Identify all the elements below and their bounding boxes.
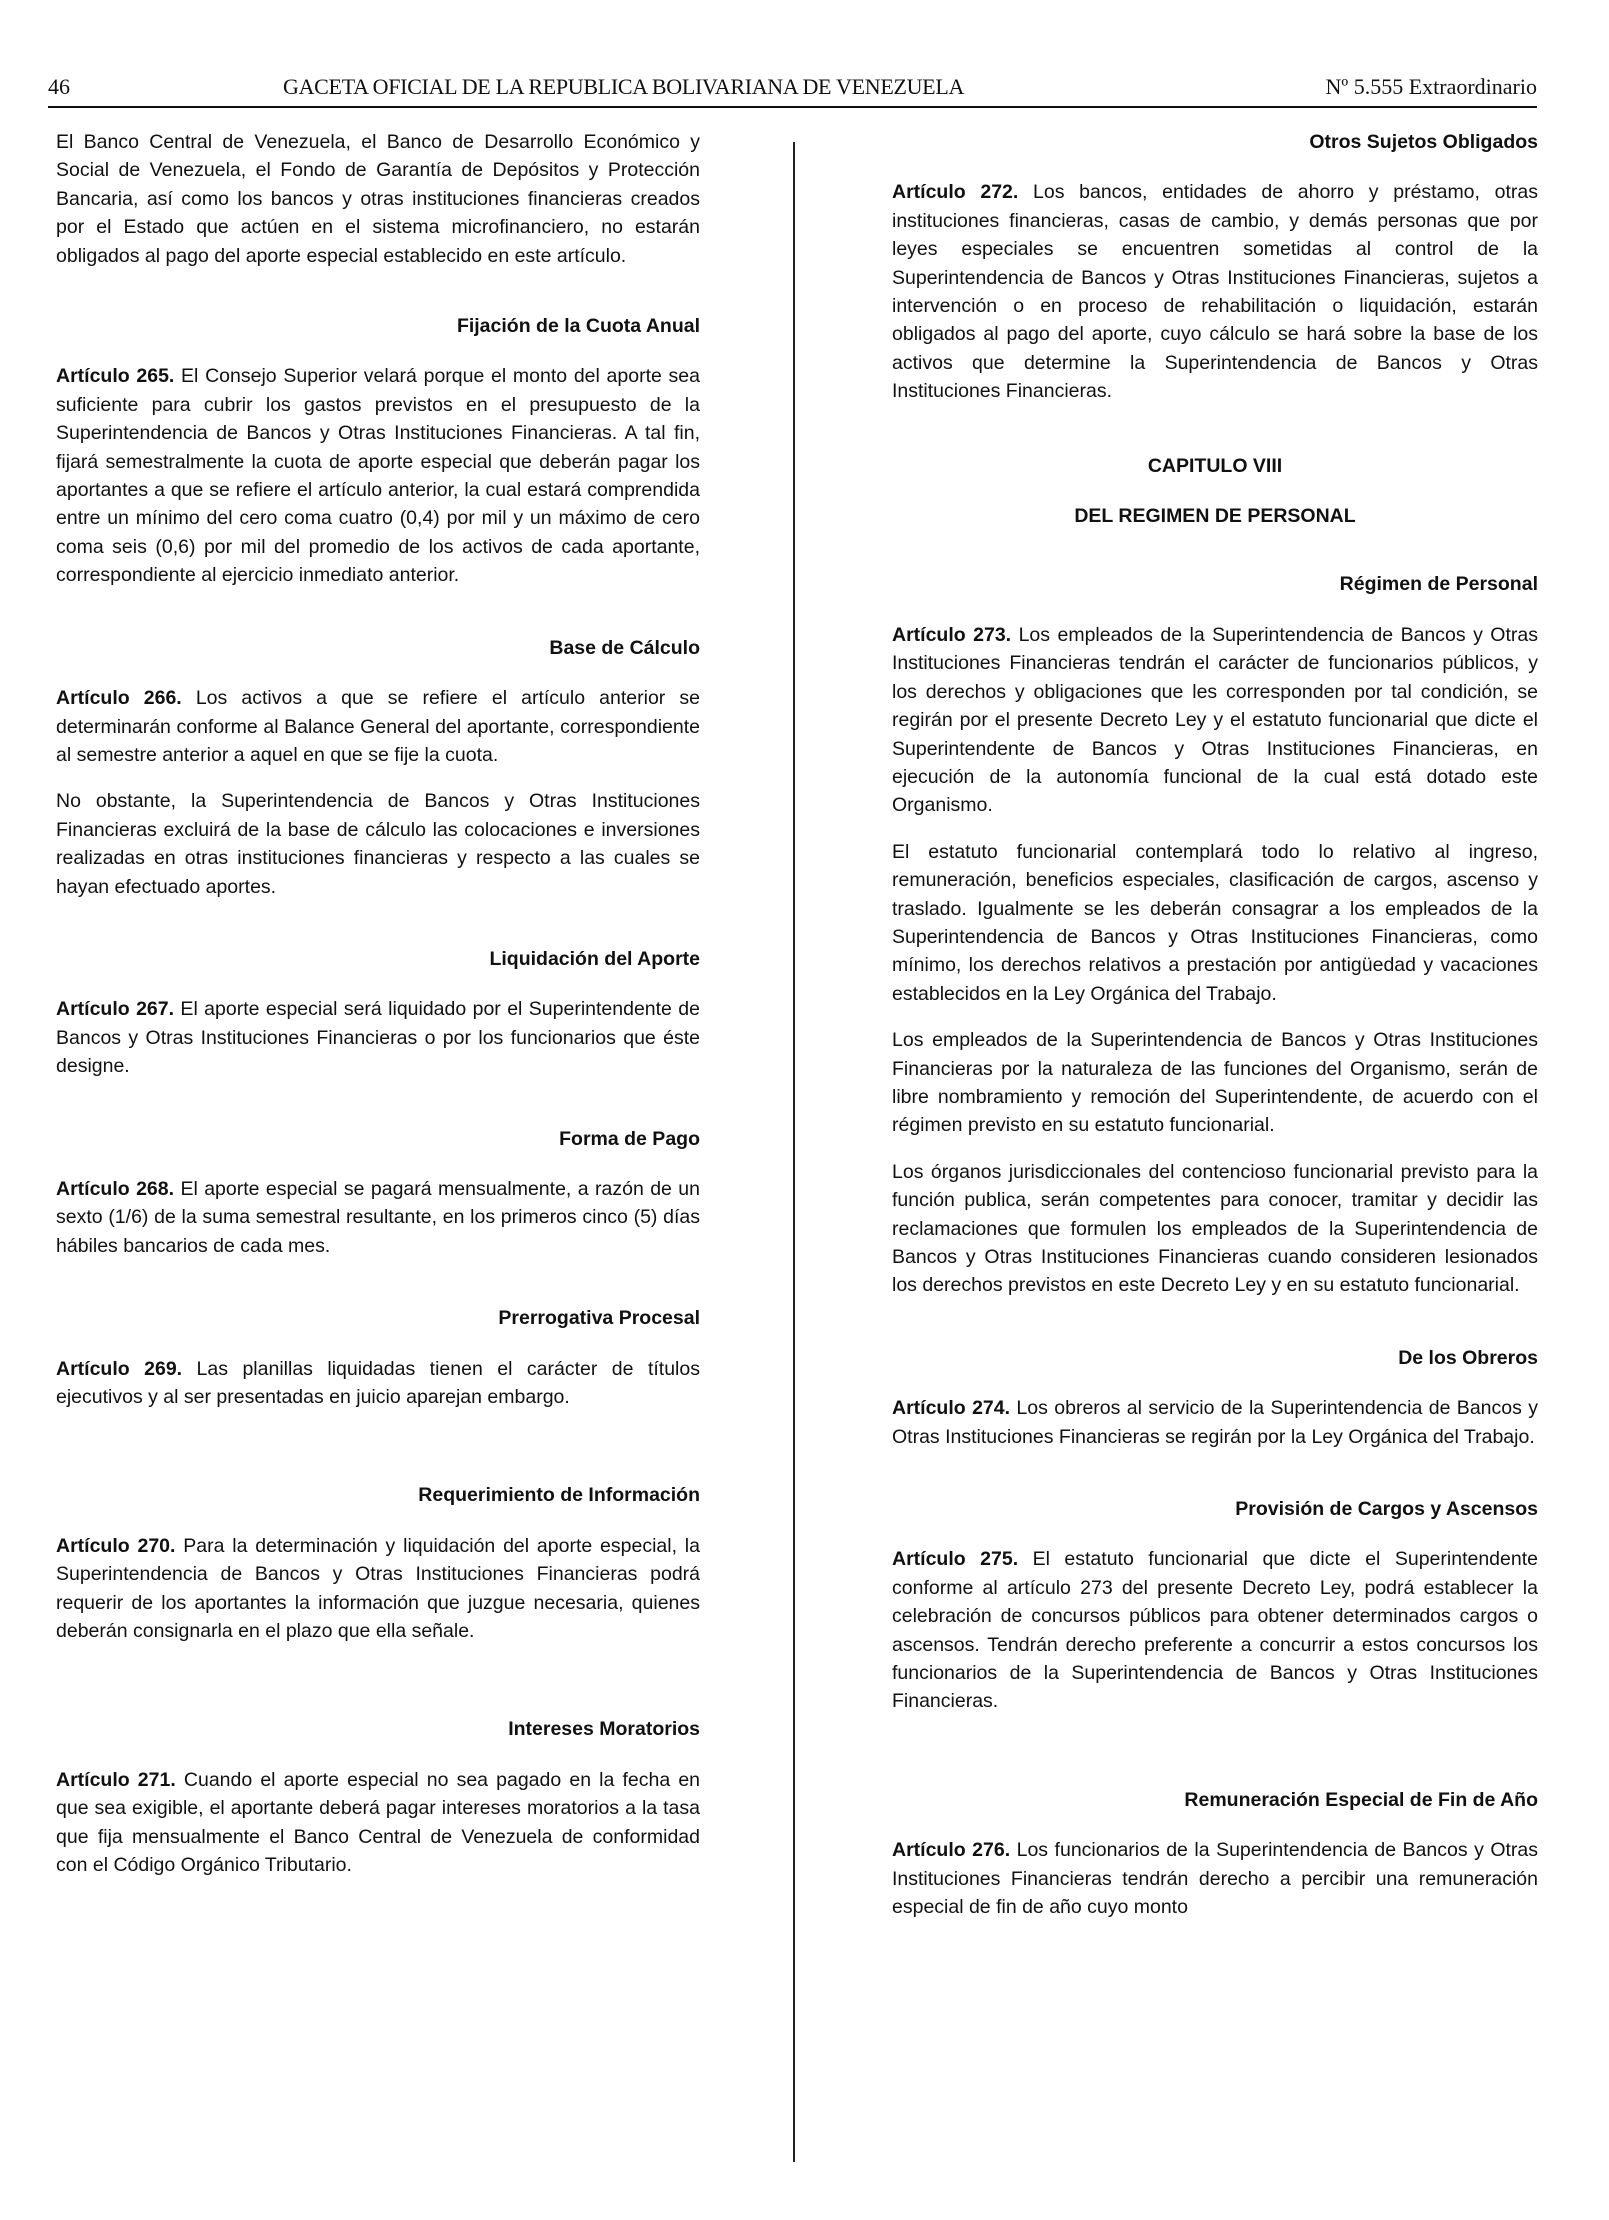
article-265-label: Artículo 265.	[56, 365, 175, 388]
article-266-label: Artículo 266.	[56, 687, 182, 710]
heading-provision-cargos-ascensos: Provisión de Cargos y Ascensos	[1235, 1498, 1538, 1521]
heading-liquidacion-aporte: Liquidación del Aporte	[489, 947, 700, 970]
gazette-title: GACETA OFICIAL DE LA REPUBLICA BOLIVARIANA DE VENEZUELA	[283, 74, 965, 99]
heading-intereses-moratorios: Intereses Moratorios	[508, 1718, 700, 1741]
article-273-paragraph-4: Los órganos jurisdiccionales del contencioso funcionarial previsto para la función publica, serán competentes para conocer, tramitar y decidir las reclamaciones que formulen los empleados de la Superintendencia de Bancos y Otras Instituciones Financieras cuando consideren lesionados los derechos previstos en este Decreto Ley y en su estatuto funcionarial.	[892, 1160, 1538, 1297]
right-column	[892, 128, 1538, 1922]
article-266-text: Los activos a que se refiere el artículo anterior se determinarán conforme al Balance General del aportante, correspondiente al semestre anterior a aquel en que se fije la cuota.	[56, 687, 700, 766]
article-272-label: Artículo 272.	[892, 181, 1019, 204]
page-header	[48, 72, 1537, 108]
heading-base-de-calculo: Base de Cálculo	[549, 636, 700, 659]
heading-remuneracion-especial-fin-de-ano: Remuneración Especial de Fin de Año	[1184, 1788, 1538, 1811]
intro-paragraph: El Banco Central de Venezuela, el Banco de Desarrollo Económico y Social de Venezuela, el Fondo de Garantía de Depósitos y Protección Bancaria, así como los bancos y otras instituciones financieras creados por el Estado que actúen en el sistema microfinanciero, no estarán obligados al pago del aporte especial establecido en este artículo.	[56, 131, 700, 267]
article-270	[56, 1532, 700, 1646]
article-275-label: Artículo 275.	[892, 1548, 1019, 1571]
article-276	[892, 1836, 1538, 1921]
article-274-text: Los obreros al servicio de la Superintendencia de Bancos y Otras Instituciones Financieras se regirán por la Ley Orgánica del Trabajo.	[892, 1397, 1539, 1448]
article-276-label: Artículo 276.	[892, 1839, 1011, 1862]
heading-de-los-obreros: De los Obreros	[1398, 1346, 1538, 1369]
article-268-text: El aporte especial se pagará mensualmente, a razón de un sexto (1/6) de la suma semestral resultante, en los primeros cinco (5) días hábiles bancarios de cada mes.	[56, 1177, 700, 1257]
article-269-label: Artículo 269.	[56, 1357, 183, 1380]
heading-requerimiento-informacion: Requerimiento de Información	[418, 1484, 700, 1507]
article-267	[56, 995, 700, 1080]
article-275	[892, 1545, 1538, 1715]
article-265	[56, 362, 700, 589]
article-273-text: Los empleados de la Superintendencia de Bancos y Otras Instituciones Financieras tendrán el carácter de funcionarios públicos, y los derechos y obligaciones que les corresponden por tal condición, se regirán por el presente Decreto Ley y el estatuto funcionarial que dicte el Superintendente de Bancos y Otras Instituciones Financieras, en ejecución de la autonomía funcional de la cual está dotado este Organismo.	[892, 623, 1538, 817]
article-273-label: Artículo 273.	[892, 623, 1012, 646]
article-271-label: Artículo 271.	[56, 1768, 176, 1791]
page-number: 46	[48, 74, 70, 99]
article-268-label: Artículo 268.	[56, 1177, 175, 1200]
heading-prerrogativa-procesal: Prerrogativa Procesal	[498, 1307, 700, 1330]
article-266	[56, 684, 700, 769]
left-column	[56, 128, 700, 1879]
issue-number: Nº 5.555 Extraordinario	[1325, 74, 1537, 99]
article-276-text: Los funcionarios de la Superintendencia de Bancos y Otras Instituciones Financieras tendrán derecho a percibir una remuneración especial de fin de año cuyo monto	[892, 1839, 1538, 1919]
column-divider	[793, 142, 795, 2162]
article-274	[892, 1394, 1538, 1451]
article-272-text: Los bancos, entidades de ahorro y préstamo, otras instituciones financieras, casas de cambio, y demás personas que por leyes especiales se encuentren sometidas al control de la Superintendencia de Bancos y Otras Instituciones Financieras, sujetos a intervención o en proceso de rehabilitación o liquidación, estarán obligados al pago del aporte, cuyo cálculo se hará sobre la base de los activos que determine la Superintendencia de Bancos y Otras Instituciones Financieras.	[892, 181, 1538, 403]
article-273-paragraph-3: Los empleados de la Superintendencia de Bancos y Otras Instituciones Financieras por la naturaleza de las funciones del Organismo, serán de libre nombramiento y remoción del Superintendente, de acuerdo con el régimen previsto en su estatuto funcionarial.	[892, 1029, 1538, 1137]
heading-otros-sujetos-obligados: Otros Sujetos Obligados	[1309, 131, 1538, 153]
article-267-text: El aporte especial será liquidado por el Superintendente de Bancos y Otras Instituciones Financieras o por los funcionarios que éste designe.	[56, 998, 700, 1078]
heading-regimen-personal: Régimen de Personal	[1339, 573, 1538, 596]
article-269-text: Las planillas liquidadas tienen el carácter de títulos ejecutivos y al ser presentadas en juicio aparejan embargo.	[56, 1357, 700, 1408]
article-274-label: Artículo 274.	[892, 1397, 1011, 1420]
article-266-paragraph-2: No obstante, la Superintendencia de Bancos y Otras Instituciones Financieras excluirá de la base de cálculo las colocaciones e inversiones realizadas en otras instituciones financieras y respecto a las cuales se hayan efectuado aportes.	[56, 790, 700, 898]
article-268	[56, 1175, 700, 1260]
article-270-text: Para la determinación y liquidación del aporte especial, la Superintendencia de Bancos y Otras Instituciones Financieras podrá requerir de los aportantes la información que juzgue necesaria, quienes deberán consignarla en el plazo que ella señale.	[56, 1534, 700, 1643]
article-265-text: El Consejo Superior velará porque el monto del aporte sea suficiente para cubrir los gastos previstos en el presupuesto de la Superintendencia de Bancos y Otras Instituciones Financieras. A tal fin, fijará semestralmente la cuota de aporte especial que deberán pagar los aportantes a que se refiere el artículo anterior, la cual estará comprendida entre un mínimo del cero coma cuatro (0,4) por mil y un máximo de cero coma seis (0,6) por mil del promedio de los activos de cada aportante, correspondiente al ejercicio inmediato anterior.	[56, 365, 700, 587]
article-269	[56, 1355, 700, 1412]
chapter-number: CAPITULO VIII	[1147, 454, 1283, 477]
article-275-text: El estatuto funcionarial que dicte el Superintendente conforme al artículo 273 del presente Decreto Ley, podrá establecer la celebración de concursos públicos para obtener determinados cargos o ascensos. Tendrán derecho preferente a concurrir a estos concursos los funcionarios de la Superintendencia de Bancos y Otras Instituciones Financieras.	[892, 1548, 1538, 1713]
article-272	[892, 178, 1538, 405]
article-271-text: Cuando el aporte especial no sea pagado en la fecha en que sea exigible, el aportante deberá pagar intereses moratorios a la tasa que fija mensualmente el Banco Central de Venezuela de conformidad con el Código Orgánico Tributario.	[56, 1768, 701, 1877]
chapter-title: DEL REGIMEN DE PERSONAL	[1074, 505, 1356, 528]
article-271	[56, 1766, 700, 1880]
article-273	[892, 621, 1538, 820]
article-267-label: Artículo 267.	[56, 998, 175, 1021]
article-270-label: Artículo 270.	[56, 1534, 176, 1557]
article-273-paragraph-2: El estatuto funcionarial contemplará todo lo relativo al ingreso, remuneración, beneficios especiales, clasificación de cargos, ascenso y traslado. Igualmente se les deberán consagrar a los empleados de la Superintendencia de Bancos y Otras Instituciones Financieras, como mínimo, los derechos relativos a prestación por antigüedad y vacaciones establecidos en la Ley Orgánica del Trabajo.	[892, 840, 1538, 1005]
heading-fijacion-cuota-anual: Fijación de la Cuota Anual	[456, 315, 700, 338]
heading-forma-de-pago: Forma de Pago	[559, 1127, 700, 1150]
